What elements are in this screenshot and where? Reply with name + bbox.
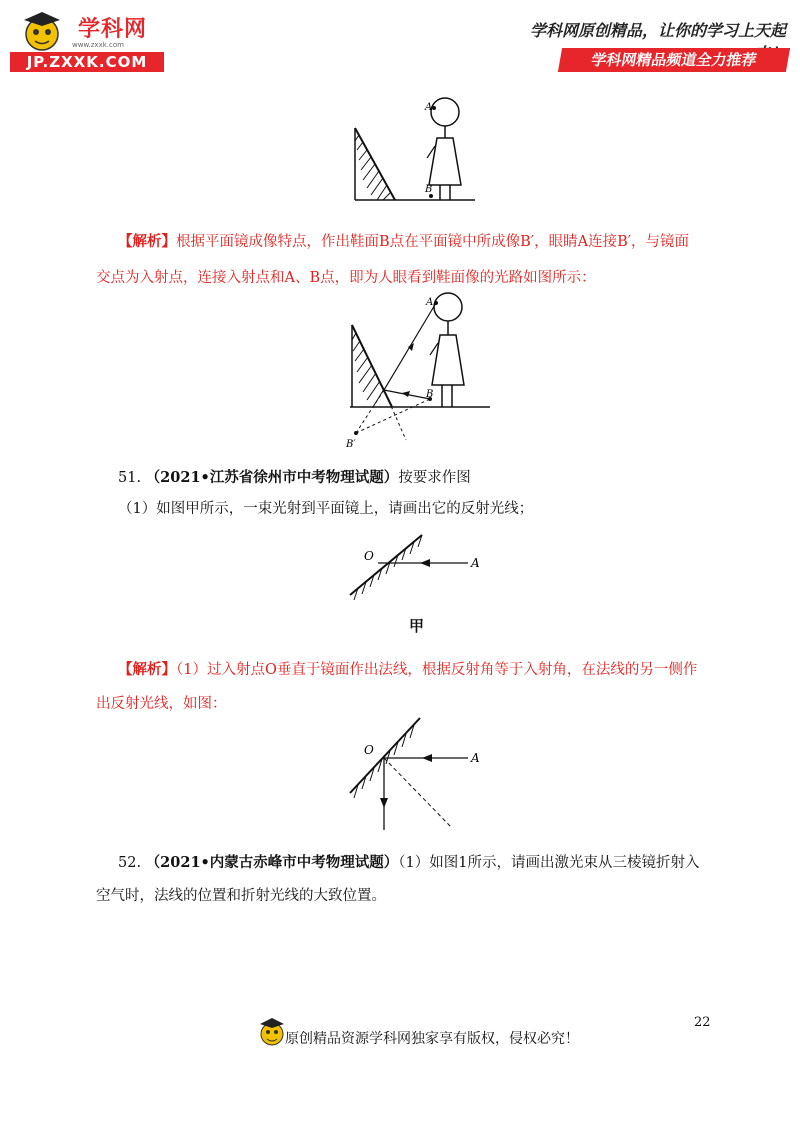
label-A-4: A — [471, 751, 480, 765]
header-slogan: 学科网原创精品，让你的学习上天起 — [529, 21, 786, 40]
logo-url[interactable]: JP.ZXXK.COM — [10, 52, 164, 72]
figure-light-path — [340, 285, 500, 455]
label-B: B — [425, 184, 433, 195]
q51-part1: （1）如图甲所示，一束光射到平面镜上，请画出它的反射光线； — [118, 501, 534, 517]
label-A-3: A — [471, 556, 480, 570]
q51-source: （2021•江苏省徐州市中考物理试题） — [145, 469, 399, 486]
question-52 — [118, 848, 738, 878]
figure-caption-jia: 甲 — [409, 617, 425, 635]
label-O: O — [364, 549, 374, 563]
q51-stem: 按要求作图 — [398, 470, 471, 486]
logo-text: 学科网 — [78, 17, 148, 42]
label-O-2: O — [364, 743, 374, 757]
analysis-1-line1: 【解析】根据平面镜成像特点，作出鞋面B点在平面镜中所成像B′，眼睛A连接B′，与镜面 — [118, 233, 690, 250]
analysis-tag: 【解析】 — [118, 233, 176, 250]
q51-number: 51. — [118, 470, 142, 486]
analysis-2-line2: 出反射光线，如图： — [96, 696, 227, 712]
footer-mascot-icon — [258, 1016, 286, 1050]
analysis-tag-2: 【解析】 — [118, 661, 176, 678]
q52-text-line1: （1）如图1所示，请画出激光束从三棱镜折射入 — [398, 855, 700, 871]
q52-text-line2: 空气时，法线的位置和折射光线的大致位置。 — [96, 888, 386, 904]
figure-jia — [340, 530, 490, 605]
label-A-2: A — [426, 297, 434, 308]
figure-person-mirror — [345, 90, 485, 210]
analysis-2-line1: 【解析】（1）过入射点O垂直于镜面作出法线，根据反射角等于入射角，在法线的另一侧作 — [118, 661, 698, 678]
label-A: A — [425, 102, 433, 113]
label-B-2: B — [426, 389, 434, 400]
q52-source: （2021•内蒙古赤峰市中考物理试题） — [145, 854, 399, 871]
figure-reflection-answer — [340, 708, 490, 838]
label-B-prime: B′ — [346, 439, 356, 450]
analysis-1-line2: 交点为入射点，连接入射点和A、B点，即为人眼看到鞋面像的光路如图所示： — [96, 270, 596, 286]
page-number: 22 — [694, 1015, 711, 1030]
footer-copyright: 原创精品资源学科网独家享有版权，侵权必究！ — [285, 1031, 579, 1047]
logo-sub: www.zxxk.com — [72, 41, 124, 49]
q52-number: 52. — [118, 855, 142, 871]
logo-mascot-icon — [16, 10, 76, 58]
header-banner: 学科网精品频道全力推荐 — [558, 48, 790, 72]
question-51 — [118, 463, 738, 493]
